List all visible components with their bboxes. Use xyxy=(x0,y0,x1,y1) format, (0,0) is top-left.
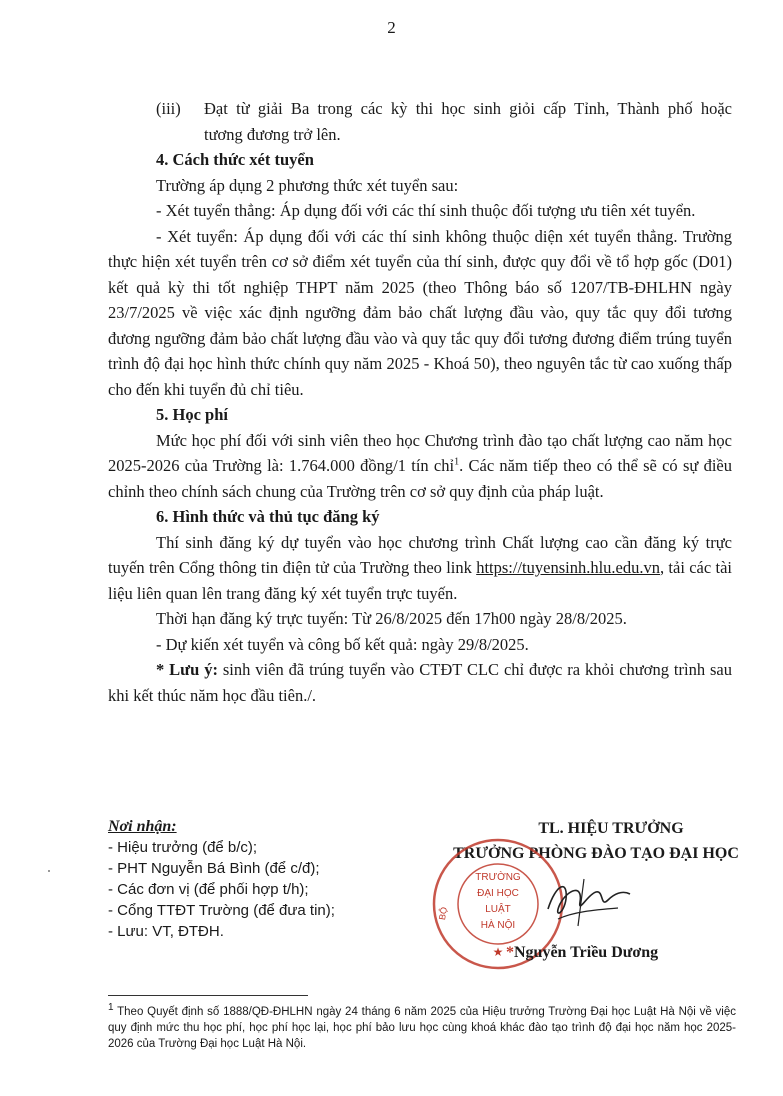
recipient-item: - Các đơn vị (để phối hợp t/h); xyxy=(108,881,309,898)
recipient-item: - Cổng TTĐT Trường (để đưa tin); xyxy=(108,902,335,919)
seal-side-text: BỘ xyxy=(436,906,450,921)
signature-line-1: TL. HIỆU TRƯỞNG xyxy=(538,820,684,837)
document-body xyxy=(108,96,732,708)
note-label: * Lưu ý: xyxy=(156,660,218,679)
recipients-list xyxy=(108,816,335,942)
admission-link[interactable]: https://tuyensinh.hlu.edu.vn xyxy=(476,558,660,577)
tuition-text-after: . Các năm tiếp theo có thể sẽ có sự điều chỉnh theo chính sách chung của Trường trên cơ sở quy định của pháp luật. xyxy=(108,456,732,501)
star-icon: * xyxy=(506,944,514,961)
closing-block xyxy=(108,816,768,976)
page-number: 2 xyxy=(387,18,396,37)
section-6-deadline: Thời hạn đăng ký trực tuyến: Từ 26/8/2025 đến 17h00 ngày 28/8/2025. xyxy=(156,609,627,628)
signer-name-block xyxy=(506,944,658,962)
seal-star-icon: ★ xyxy=(492,945,504,959)
section-6-result-date: - Dự kiến xét tuyển và công bố kết quả: ngày 29/8/2025. xyxy=(156,634,529,654)
footnote-text: Theo Quyết định số 1888/QĐ-ĐHLHN ngày 24 tháng 6 năm 2025 của Hiệu trưởng Trường Đại học Luật Hà Nội về việc quy định mức thu học phí, học phí học lại, học phí bảo lưu học cùng khoá khác đào tạo trình độ đại học năm học 2025-2026 của Trường Đại học Luật Hà Nội. xyxy=(108,1006,736,1050)
section-4-paragraph-2: - Xét tuyển thẳng: Áp dụng đối với các thí sinh thuộc đối tượng ưu tiên xét tuyển. xyxy=(156,201,696,220)
recipient-item: - Hiệu trưởng (để b/c); xyxy=(108,839,258,856)
handwritten-signature xyxy=(538,864,638,934)
seal-text: HÀ NỘI xyxy=(480,920,516,931)
seal-text: ĐẠI HỌC xyxy=(477,888,519,899)
footnote-ref[interactable]: 1 xyxy=(454,456,460,468)
registration-text-after: , tải các tài liệu liên quan lên trang đăng ký xét tuyển trực tuyến. xyxy=(108,558,732,603)
seal-text: LUẬT xyxy=(485,904,511,915)
item-text-line2: tương đương trở lên. xyxy=(204,124,341,144)
section-6-heading: 6. Hình thức và thủ tục đăng ký xyxy=(156,507,380,526)
section-6-paragraph-1 xyxy=(108,530,732,607)
recipient-item: - Lưu: VT, ĐTĐH. xyxy=(108,923,224,940)
footnote xyxy=(108,1004,736,1052)
registration-text: Thí sinh đăng ký dự tuyển vào học chương trình Chất lượng cao cần đăng ký trực tuyến trên Cổng thông tin điện tử của Trường theo link xyxy=(108,532,732,577)
section-6-note xyxy=(108,657,732,708)
tuition-text: Mức học phí đối với sinh viên theo học Chương trình đào tạo chất lượng cao năm học 2025-2026 của Trường là: 1.764.000 đồng/1 tín chỉ xyxy=(108,430,732,475)
footnote-mark: 1 xyxy=(108,1002,114,1014)
section-4-paragraph-1: Trường áp dụng 2 phương thức xét tuyển sau: xyxy=(156,175,459,195)
section-4-heading: 4. Cách thức xét tuyển xyxy=(156,150,314,169)
recipients-title: Nơi nhận: xyxy=(108,818,177,835)
section-4-paragraph-3: - Xét tuyển: Áp dụng đối với các thí sinh không thuộc diện xét tuyển thẳng. Trường thực hiện xét tuyển trên cơ sở điểm xét tuyển của thí sinh, được quy đổi về tổ hợp gốc (D01) kết quả kỳ thi tốt nghiệp THPT năm 2025 (theo Thông báo số 1207/TB-ĐHLHN ngày 23/7/2025 về việc xác định ngưỡng đảm bảo chất lượng đầu vào, quy tắc quy đổi tương đương ngưỡng đảm bảo chất lượng đầu vào và quy tắc quy đổi tương đương điểm trúng tuyển trình độ đại học hình thức chính quy năm 2025 - Khoá 50), theo nguyên tắc từ cao xuống thấp cho đến khi tuyển đủ chỉ tiêu. xyxy=(108,226,732,399)
section-5-heading: 5. Học phí xyxy=(156,405,228,424)
signature-line-2: TRƯỞNG PHÒNG ĐÀO TẠO ĐẠI HỌC xyxy=(453,845,739,862)
section-5-paragraph xyxy=(108,428,732,505)
note-text: sinh viên đã trúng tuyển vào CTĐT CLC chỉ được ra khỏi chương trình sau khi kết thúc năm học đầu tiên./. xyxy=(108,660,732,705)
criteria-item-iii xyxy=(108,96,732,147)
item-label: (iii) xyxy=(156,99,181,118)
recipient-item: - PHT Nguyễn Bá Bình (để c/đ); xyxy=(108,860,320,877)
scan-dot xyxy=(48,870,50,872)
signer-name: Nguyễn Triều Dương xyxy=(514,944,659,961)
seal-text: TRƯỜNG xyxy=(475,872,521,883)
item-text-line1: Đạt từ giải Ba trong các kỳ thi học sinh giỏi cấp Tỉnh, Thành phố hoặc xyxy=(204,99,732,118)
footnote-separator xyxy=(108,995,308,996)
